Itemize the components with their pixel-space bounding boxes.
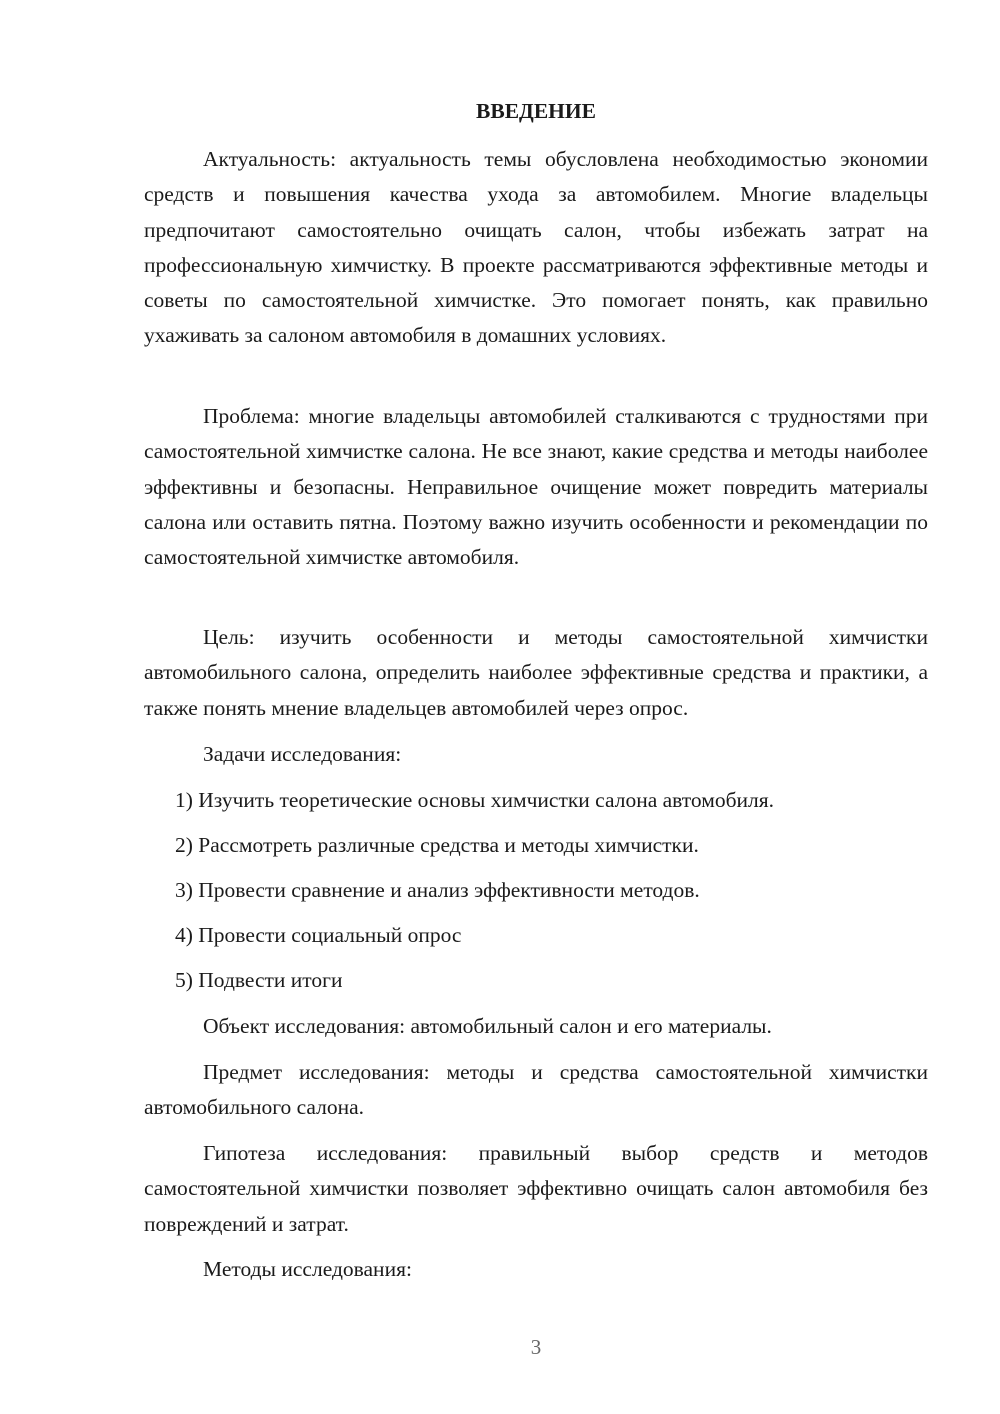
page-title: ВВЕДЕНИЕ	[476, 99, 596, 123]
task-item: 2) Рассмотреть различные средства и методы химчистки.	[175, 833, 699, 857]
paragraph-hypothesis: Гипотеза исследования: правильный выбор средств и методов самостоятельной химчистки позволяет эффективно очищать салон автомобиля без повреждений и затрат.	[144, 1141, 928, 1236]
tasks-heading: Задачи исследования:	[203, 742, 402, 766]
task-item: 3) Провести сравнение и анализ эффективности методов.	[175, 878, 700, 902]
paragraph-object: Объект исследования: автомобильный салон и его материалы.	[203, 1014, 772, 1038]
paragraph-subject: Предмет исследования: методы и средства самостоятельной химчистки автомобильного салона.	[144, 1060, 928, 1120]
page-number: 3	[530, 1335, 542, 1359]
task-item: 5) Подвести итоги	[175, 968, 343, 992]
paragraph-problem: Проблема: многие владельцы автомобилей сталкиваются с трудностями при самостоятельной химчистке салона. Не все знают, какие средства и методы наиболее эффективны и безопасны. Неправильное очищение может повредить материалы салона или оставить пятна. Поэтому важно изучить особенности и рекомендации по самостоятельной химчистке автомобиля.	[144, 404, 928, 570]
paragraph-goal: Цель: изучить особенности и методы самостоятельной химчистки автомобильного салона, определить наиболее эффективные средства и практики, а также понять мнение владельцев автомобилей через опрос.	[144, 625, 928, 720]
task-item: 4) Провести социальный опрос	[175, 923, 462, 947]
paragraph-relevance: Актуальность: актуальность темы обусловлена необходимостью экономии средств и повышения качества ухода за автомобилем. Многие владельцы предпочитают самостоятельно очищать салон, чтобы избежать затрат на профессиональную химчистку. В проекте рассматриваются эффективные методы и советы по самостоятельной химчистке. Это помогает понять, как правильно ухаживать за салоном автомобиля в домашних условиях.	[144, 147, 928, 348]
methods-heading: Методы исследования:	[203, 1257, 412, 1281]
task-item: 1) Изучить теоретические основы химчистки салона автомобиля.	[175, 788, 775, 812]
